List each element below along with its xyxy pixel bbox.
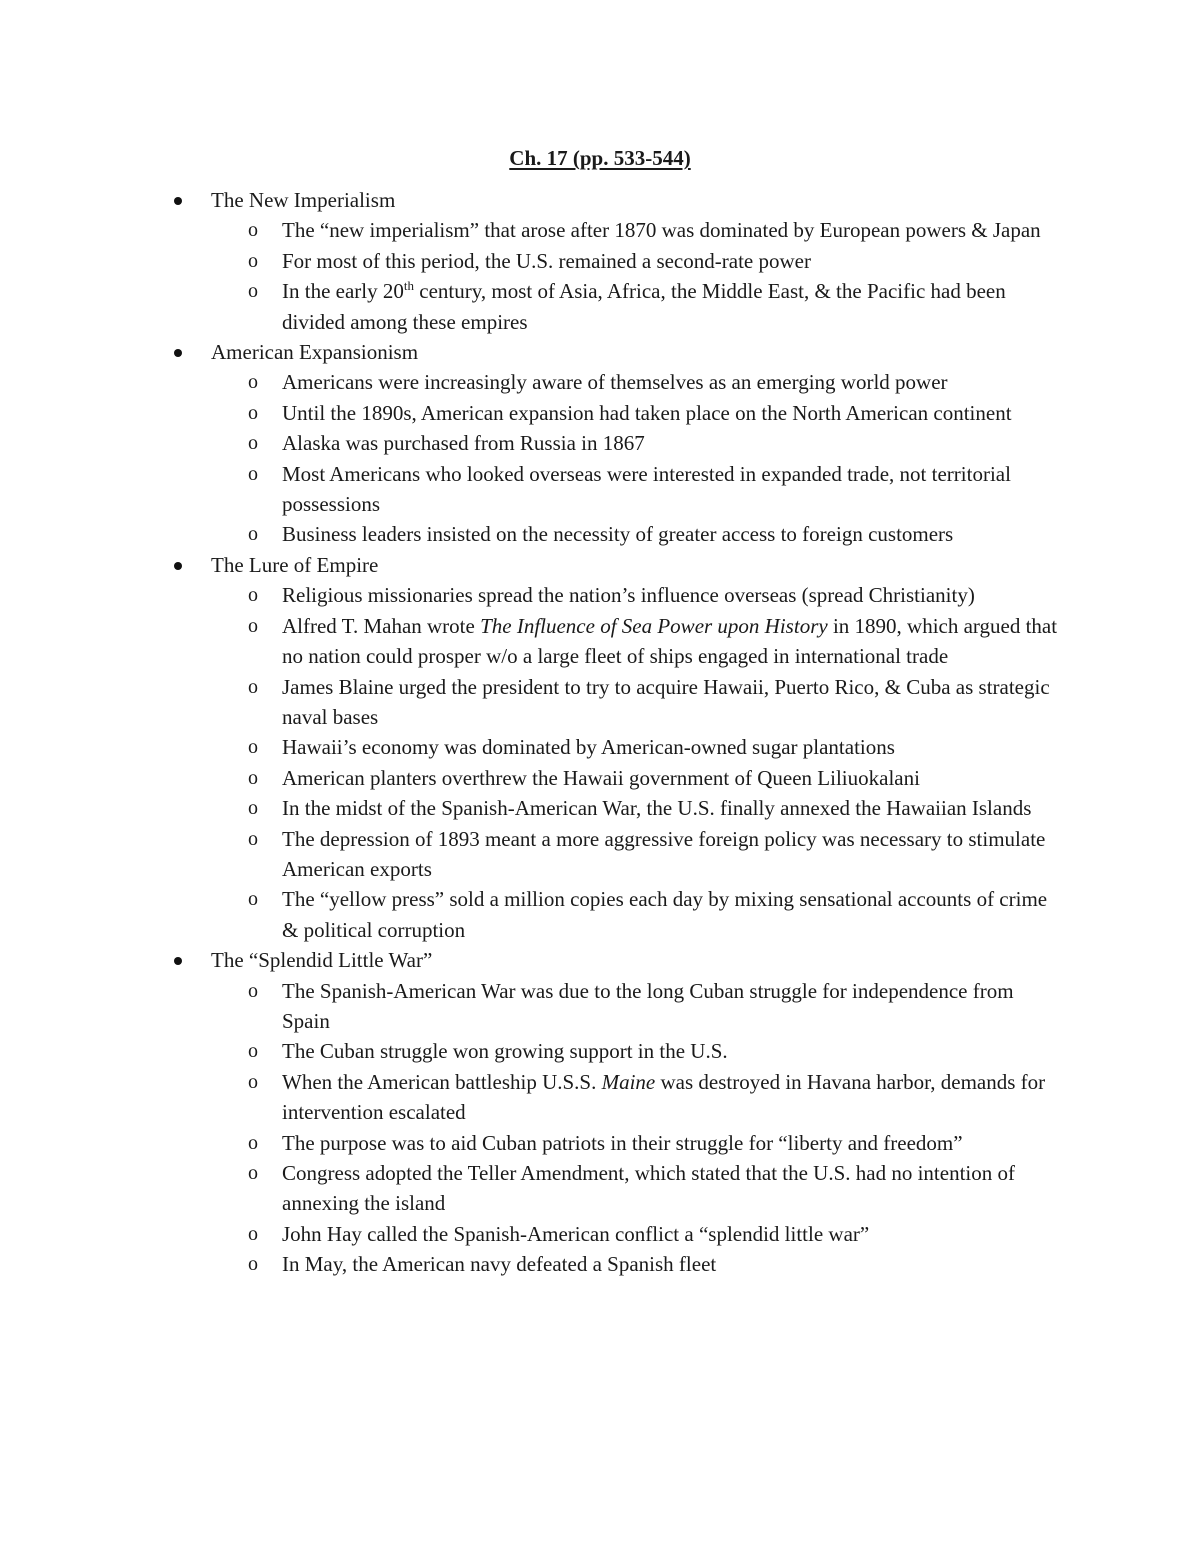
hollow-bullet-icon: o: [248, 1253, 258, 1276]
list-item-text: [282, 1131, 963, 1155]
list-item-text: [282, 766, 920, 790]
list-item-text: [282, 614, 1057, 668]
hollow-bullet-icon: o: [248, 1040, 258, 1063]
list-item-text: [282, 249, 811, 273]
list-item: [248, 1067, 1064, 1128]
sub-list: [211, 367, 1200, 549]
text-run: For most of this period, the U.S. remained a second-rate power: [282, 248, 811, 273]
hollow-bullet-icon: o: [248, 280, 258, 303]
hollow-bullet-icon: o: [248, 888, 258, 911]
bullet-icon: [174, 562, 182, 570]
list-item-text: [282, 735, 895, 759]
list-item-text: [282, 1222, 869, 1246]
text-run: The Spanish-American War was due to the long Cuban struggle for independence from Spain: [282, 978, 1014, 1033]
hollow-bullet-icon: o: [248, 584, 258, 607]
text-run: Until the 1890s, American expansion had taken place on the North American continent: [282, 400, 1012, 425]
list-item: [248, 276, 1064, 337]
section-heading: The “Splendid Little War”: [211, 948, 433, 973]
list-item: [248, 367, 1064, 397]
list-item-text: [282, 796, 1031, 820]
list-item-text: [282, 431, 645, 455]
list-item-text: [282, 462, 1011, 516]
list-item-text: [282, 522, 953, 546]
text-run: in 1890, which argued that no nation could prosper w/o a large fleet of ships engaged in international trade: [282, 613, 1058, 669]
superscript-text: th: [403, 278, 414, 294]
list-item-text: [282, 1039, 728, 1063]
sub-list: [211, 580, 1200, 945]
list-item: [248, 215, 1064, 245]
list-item-text: [282, 827, 1045, 881]
list-item: [248, 1036, 1064, 1066]
list-item: [248, 1249, 1064, 1279]
hollow-bullet-icon: o: [248, 827, 258, 850]
text-run: The “yellow press” sold a million copies each day by mixing sensational accounts of crime & political corruption: [282, 887, 1048, 942]
text-run: was destroyed in Havana harbor, demands for intervention escalated: [282, 1069, 1046, 1125]
list-item-text: [282, 370, 948, 394]
hollow-bullet-icon: o: [248, 766, 258, 789]
hollow-bullet-icon: o: [248, 614, 258, 637]
italic-text: Maine: [601, 1069, 656, 1094]
list-item-text: [282, 887, 1047, 941]
notes-outline: [0, 185, 1200, 1280]
hollow-bullet-icon: o: [248, 736, 258, 759]
list-item: [248, 732, 1064, 762]
list-item: [248, 246, 1064, 276]
hollow-bullet-icon: o: [248, 462, 258, 485]
outline-section: [0, 550, 1200, 945]
section-heading: The New Imperialism: [211, 188, 396, 212]
text-run: Most Americans who looked overseas were interested in expanded trade, not territorial possessions: [282, 461, 1011, 517]
hollow-bullet-icon: o: [248, 1131, 258, 1154]
text-run: The purpose was to aid Cuban patriots in their struggle for “liberty and freedom”: [282, 1130, 963, 1155]
hollow-bullet-icon: o: [248, 1070, 258, 1093]
text-run: In May, the American navy defeated a Spanish fleet: [282, 1252, 717, 1277]
list-item-text: [282, 979, 1014, 1033]
bullet-icon: [174, 349, 182, 357]
text-run: When the American battleship U.S.S.: [282, 1069, 602, 1094]
text-run: The depression of 1893 meant a more aggressive foreign policy was necessary to stimulate American exports: [282, 826, 1046, 881]
hollow-bullet-icon: o: [248, 523, 258, 546]
text-run: The “new imperialism” that arose after 1870 was dominated by European powers & Japan: [282, 218, 1041, 243]
text-run: Business leaders insisted on the necessity of greater access to foreign customers: [282, 522, 954, 547]
outline-section: [0, 337, 1200, 550]
list-item: [248, 428, 1064, 458]
list-item: [248, 580, 1064, 610]
list-item: [248, 976, 1064, 1037]
list-item-text: [282, 675, 1050, 729]
text-run: James Blaine urged the president to try to acquire Hawaii, Puerto Rico, & Cuba as strategic naval bases: [282, 674, 1050, 729]
list-item-text: [282, 1252, 716, 1276]
list-item: [248, 398, 1064, 428]
section-heading: American Expansionism: [211, 340, 419, 365]
list-item: [248, 672, 1064, 733]
list-item-text: [282, 583, 975, 607]
list-item-text: [282, 401, 1012, 425]
list-item: [248, 1158, 1064, 1219]
hollow-bullet-icon: o: [248, 979, 258, 1002]
section-heading: The Lure of Empire: [211, 552, 379, 577]
hollow-bullet-icon: o: [248, 675, 258, 698]
text-run: Alfred T. Mahan wrote: [282, 613, 481, 638]
bullet-icon: [174, 957, 182, 965]
text-run: Hawaii’s economy was dominated by American-owned sugar plantations: [282, 735, 895, 760]
sub-list: [211, 215, 1200, 337]
list-item: [248, 824, 1064, 885]
outline-section: [0, 185, 1200, 337]
text-run: Congress adopted the Teller Amendment, which stated that the U.S. had no intention of annexing the island: [282, 1161, 1016, 1216]
text-run: In the midst of the Spanish-American War, the U.S. finally annexed the Hawaiian Islands: [282, 796, 1032, 821]
hollow-bullet-icon: o: [248, 401, 258, 424]
text-run: century, most of Asia, Africa, the Middle East, & the Pacific had been divided among these empires: [282, 279, 1006, 334]
list-item: [248, 519, 1064, 549]
text-run: The Cuban struggle won growing support in the U.S.: [282, 1039, 728, 1064]
text-run: Religious missionaries spread the nation’s influence overseas (spread Christianity): [282, 583, 975, 608]
hollow-bullet-icon: o: [248, 432, 258, 455]
list-item-text: [282, 1161, 1015, 1215]
list-item: [248, 1128, 1064, 1158]
list-item-text: [282, 1070, 1045, 1124]
hollow-bullet-icon: o: [248, 249, 258, 272]
list-item: [248, 1219, 1064, 1249]
list-item: [248, 763, 1064, 793]
list-item-text: [282, 218, 1041, 242]
hollow-bullet-icon: o: [248, 219, 258, 242]
list-item-text: [282, 279, 1006, 333]
sub-list: [211, 976, 1200, 1280]
text-run: In the early 20: [282, 279, 404, 304]
list-item: [248, 793, 1064, 823]
italic-text: The Influence of Sea Power upon History: [480, 613, 828, 638]
text-run: American planters overthrew the Hawaii government of Queen Liliuokalani: [282, 765, 920, 790]
list-item: [248, 459, 1064, 520]
list-item: [248, 884, 1064, 945]
hollow-bullet-icon: o: [248, 1222, 258, 1245]
bullet-icon: [174, 197, 182, 205]
list-item: [248, 611, 1064, 672]
outline-section: [0, 945, 1200, 1279]
hollow-bullet-icon: o: [248, 797, 258, 820]
hollow-bullet-icon: o: [248, 371, 258, 394]
page-title: Ch. 17 (pp. 533-544): [509, 146, 691, 170]
text-run: John Hay called the Spanish-American conflict a “splendid little war”: [282, 1221, 870, 1246]
text-run: Americans were increasingly aware of themselves as an emerging world power: [282, 370, 948, 395]
hollow-bullet-icon: o: [248, 1162, 258, 1184]
text-run: Alaska was purchased from Russia in 1867: [282, 431, 645, 456]
